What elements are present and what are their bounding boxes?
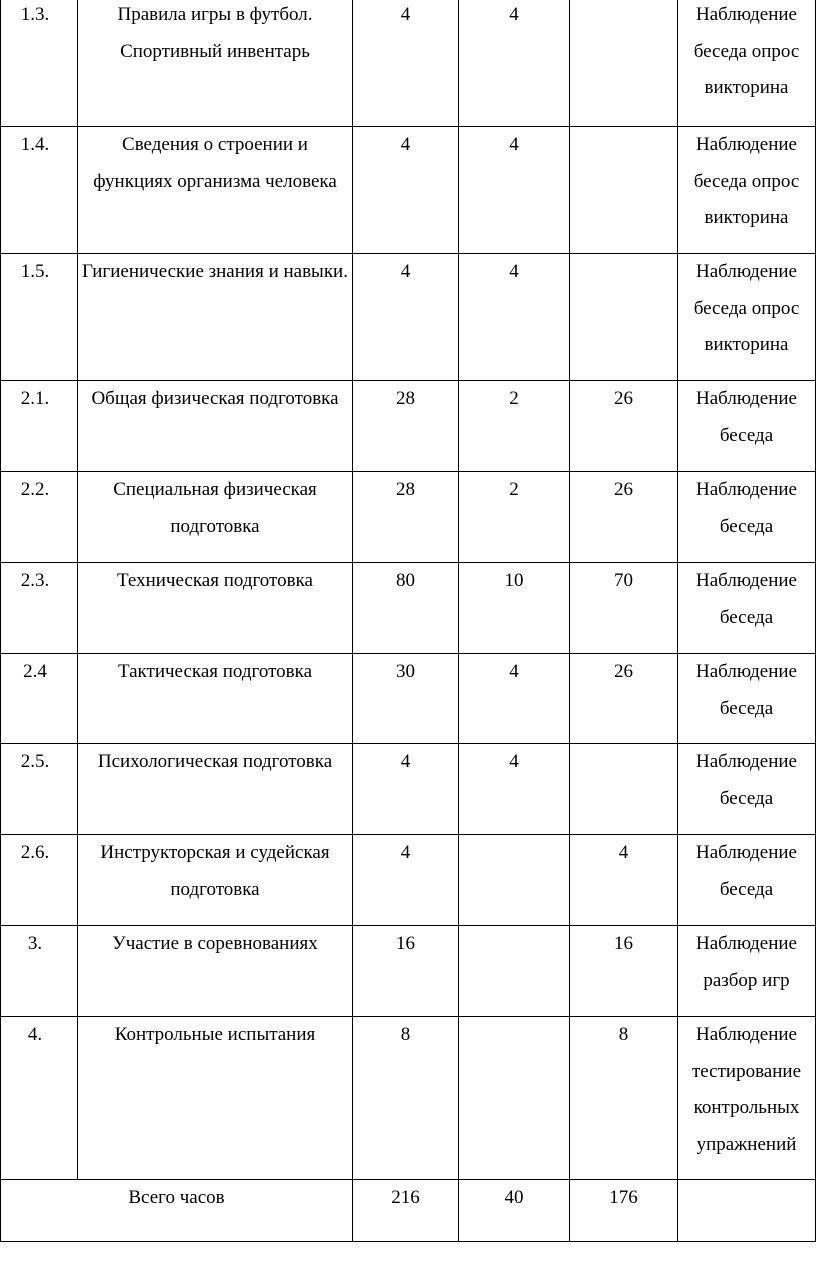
hours-theory: 2 (459, 381, 570, 472)
control-form: Наблюдение разбор игр (678, 926, 816, 1017)
hours-theory: 2 (459, 472, 570, 563)
hours-total: 28 (353, 472, 459, 563)
control-form: Наблюдение тестирование контрольных упражнений (678, 1017, 816, 1180)
hours-practice (570, 127, 678, 254)
hours-total: 4 (353, 0, 459, 127)
table-row (1, 835, 816, 926)
table-row (1, 1017, 816, 1180)
row-number: 2.5. (1, 744, 78, 835)
table-row (1, 563, 816, 654)
hours-total: 30 (353, 654, 459, 744)
hours-practice (570, 0, 678, 127)
hours-theory: 4 (459, 654, 570, 744)
hours-total: 80 (353, 563, 459, 654)
row-number: 2.1. (1, 381, 78, 472)
table-row (1, 254, 816, 381)
control-form: Наблюдение беседа (678, 654, 816, 744)
topic-name: Техническая подготовка (78, 563, 353, 654)
hours-total: 4 (353, 254, 459, 381)
topic-name: Сведения о строении и функциях организма человека (78, 127, 353, 254)
table-row (1, 654, 816, 744)
topic-name: Правила игры в футбол. Спортивный инвентарь (78, 0, 353, 127)
hours-practice: 4 (570, 835, 678, 926)
control-form: Наблюдение беседа опрос викторина (678, 0, 816, 127)
hours-total: 4 (353, 744, 459, 835)
hours-total: 8 (353, 1017, 459, 1180)
row-number: 1.5. (1, 254, 78, 381)
hours-total: 4 (353, 127, 459, 254)
sum-theory: 40 (459, 1180, 570, 1242)
hours-practice: 70 (570, 563, 678, 654)
topic-name: Тактическая подготовка (78, 654, 353, 744)
control-form: Наблюдение беседа (678, 744, 816, 835)
row-number: 1.3. (1, 0, 78, 127)
row-number: 2.3. (1, 563, 78, 654)
hours-total: 28 (353, 381, 459, 472)
row-number: 1.4. (1, 127, 78, 254)
topic-name: Участие в соревнованиях (78, 926, 353, 1017)
table-row (1, 381, 816, 472)
topic-name: Общая физическая подготовка (78, 381, 353, 472)
control-form: Наблюдение беседа (678, 835, 816, 926)
hours-practice: 26 (570, 654, 678, 744)
topic-name: Специальная физическая подготовка (78, 472, 353, 563)
summary-row (1, 1180, 816, 1242)
sum-total: 216 (353, 1180, 459, 1242)
hours-practice: 16 (570, 926, 678, 1017)
total-hours-label: Всего часов (1, 1180, 353, 1242)
topic-name: Психологическая подготовка (78, 744, 353, 835)
control-form: Наблюдение беседа (678, 381, 816, 472)
table-row (1, 0, 816, 127)
topic-name: Инструкторская и судейская подготовка (78, 835, 353, 926)
control-form: Наблюдение беседа (678, 563, 816, 654)
hours-practice: 26 (570, 472, 678, 563)
table-row (1, 744, 816, 835)
control-form: Наблюдение беседа (678, 472, 816, 563)
hours-theory: 10 (459, 563, 570, 654)
hours-theory: 4 (459, 744, 570, 835)
topic-name: Контрольные испытания (78, 1017, 353, 1180)
hours-theory (459, 1017, 570, 1180)
control-form: Наблюдение беседа опрос викторина (678, 254, 816, 381)
hours-practice (570, 254, 678, 381)
sum-practice: 176 (570, 1180, 678, 1242)
hours-total: 4 (353, 835, 459, 926)
table-row (1, 127, 816, 254)
sum-control (678, 1180, 816, 1242)
table-row (1, 472, 816, 563)
hours-theory (459, 835, 570, 926)
row-number: 3. (1, 926, 78, 1017)
hours-practice: 8 (570, 1017, 678, 1180)
hours-theory: 4 (459, 0, 570, 127)
row-number: 4. (1, 1017, 78, 1180)
hours-theory (459, 926, 570, 1017)
hours-total: 16 (353, 926, 459, 1017)
hours-practice: 26 (570, 381, 678, 472)
topic-name: Гигиенические знания и навыки. (78, 254, 353, 381)
hours-theory: 4 (459, 254, 570, 381)
table-row (1, 926, 816, 1017)
hours-theory: 4 (459, 127, 570, 254)
row-number: 2.4 (1, 654, 78, 744)
row-number: 2.2. (1, 472, 78, 563)
row-number: 2.6. (1, 835, 78, 926)
hours-practice (570, 744, 678, 835)
control-form: Наблюдение беседа опрос викторина (678, 127, 816, 254)
